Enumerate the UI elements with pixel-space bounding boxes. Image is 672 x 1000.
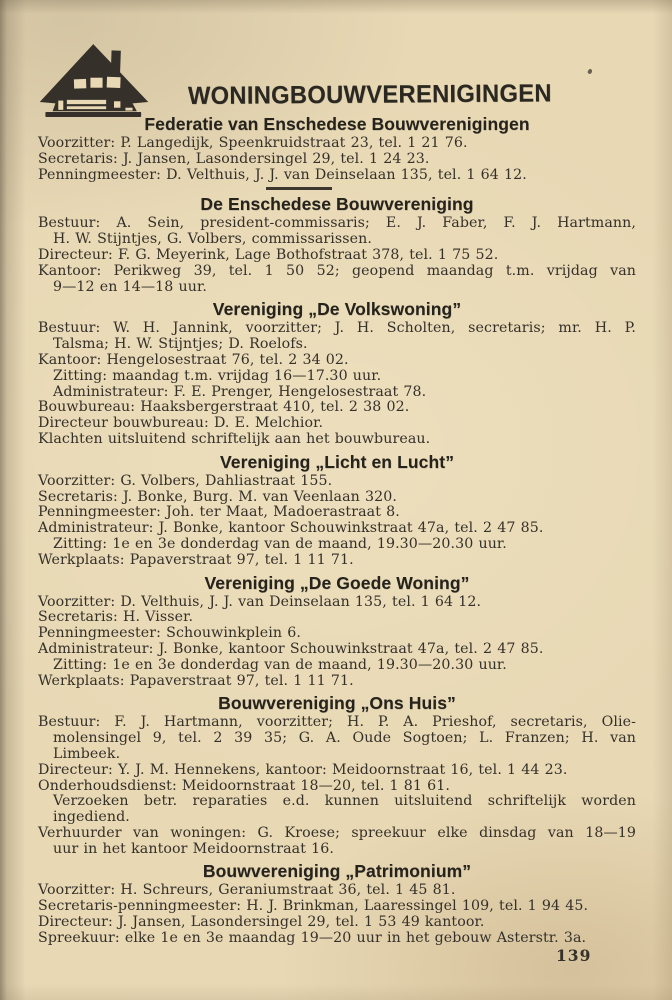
entry-line: Administrateur: J. Bonke, kantoor Schouwinkstraat 47a, tel. 2 47 85. [38,640,544,657]
section-heading: Vereniging „De Goede Woning” [204,572,470,593]
entry-line: Directeur: F. G. Meyerink, Lage Bothofstraat 378, tel. 1 75 52. [38,246,499,263]
entry-line: ingediend. [53,809,130,826]
entry-line: H. W. Stijntjes, G. Volbers, commissarissen. [53,231,373,248]
entry-line: Voorzitter: P. Langedijk, Speenkruidstraat 23, tel. 1 21 76. [38,135,468,151]
entry-line: Zitting: 1e en 3e donderdag van de maand, 19.30—20.30 uur. [53,535,507,552]
entry-line: Administrateur: J. Bonke, kantoor Schouwinkstraat 47a, tel. 2 47 85. [38,520,544,537]
section-heading: Federatie van Enschedese Bouwverenigingen [144,114,530,134]
directory-sections [0,115,672,947]
page-title: WONINGBOUWVERENIGINGEN [187,79,552,111]
section-heading: Bouwvereniging „Patrimonium” [202,861,472,882]
entry-line: uur in het kantoor Meidoornstraat 16. [53,840,334,857]
entry-line: Zitting: 1e en 3e donderdag van de maand, 19.30—20.30 uur. [53,656,507,673]
entry-line: Bestuur: A. Sein, president-commissaris; E. J. Faber, F. J. Hartmann, [38,215,636,232]
section-heading: De Enschedese Bouwvereniging [200,194,474,215]
entry-line: molensingel 9, tel. 2 39 35; G. A. Oude Sogtoen; L. Franzen; H. van [53,730,636,747]
entry-line: Bestuur: F. J. Hartmann, voorzitter; H. P. A. Prieshof, secretaris, Olie- [38,714,636,731]
section-heading: Bouwvereniging „Ons Huis” [218,693,456,714]
entry-line: Penningmeester: D. Velthuis, J. J. van Deinselaan 135, tel. 1 64 12. [38,166,527,183]
entry-line: Zitting: maandag t.m. vrijdag 16—17.30 uur. [53,367,382,384]
entry-line: Secretaris: H. Visser. [38,609,194,626]
entry-line: Verhuurder van woningen: G. Kroese; spreekuur elke dinsdag van 18—19 [38,824,636,841]
entry-line: Verzoeken betr. reparaties e.d. kunnen uitsluitend schriftelijk worden [53,793,636,810]
entry-line: Directeur: Y. J. M. Hennekens, kantoor: Meidoornstraat 16, tel. 1 44 23. [38,761,568,778]
section-heading: Vereniging „Licht en Lucht” [219,451,455,472]
entry-line: Werkplaats: Papaverstraat 97, tel. 1 11 71. [38,672,354,689]
entry-line: Spreekuur: elke 1e en 3e maandag 19—20 uur in het gebouw Asterstr. 3a. [38,929,587,946]
entry-line: Directeur: J. Jansen, Lasondersingel 29, tel. 1 53 49 kantoor. [38,914,485,931]
entry-line: Bouwbureau: Haaksbergerstraat 410, tel. 2 38 02. [38,399,410,416]
entry-line: Klachten uitsluitend schriftelijk aan het bouwbureau. [38,430,431,447]
entry-line: Secretaris: J. Jansen, Lasondersingel 29, tel. 1 24 23. [38,150,430,167]
entry-line: Voorzitter: D. Velthuis, J. J. van Deinselaan 135, tel. 1 64 12. [38,593,482,610]
entry-line: Voorzitter: G. Volbers, Dahliastraat 155. [38,472,333,489]
entry-line: Onderhoudsdienst: Meidoornstraat 18—20, tel. 1 81 61. [38,777,450,794]
entry-line: Kantoor: Hengelosestraat 76, tel. 2 34 02. [38,351,349,368]
page-number: 139 [556,946,592,965]
house-icon [36,42,152,122]
page-header [0,0,672,115]
entry-line: Administrateur: F. E. Prenger, Hengelosestraat 78. [53,383,427,400]
section-divider [266,187,332,190]
entry-line: 9—12 en 14—18 uur. [53,278,207,295]
entry-line: Penningmeester: Schouwinkplein 6. [38,625,301,642]
entry-line: Secretaris: J. Bonke, Burg. M. van Veenlaan 320. [38,488,397,505]
entry-line: Penningmeester: Joh. ter Maat, Madoerastraat 8. [38,504,400,521]
entry-line: Bestuur: W. H. Jannink, voorzitter; J. H. Scholten, secretaris; mr. H. P. [38,320,636,337]
entry-line: Voorzitter: H. Schreurs, Geraniumstraat 36, tel. 1 45 81. [38,882,456,899]
entry-line: Directeur bouwbureau: D. E. Melchior. [38,415,324,432]
entry-line: Secretaris-penningmeester: H. J. Brinkman, Laaressingel 109, tel. 1 94 45. [38,898,589,915]
section-heading: Vereniging „De Volkswoning” [212,299,462,320]
entry-line: Limbeek. [53,745,121,762]
entry-line: Talsma; H. W. Stijntjes; D. Roelofs. [53,336,308,353]
entry-line: Kantoor: Perikweg 39, tel. 1 50 52; geopend maandag t.m. vrijdag van [38,262,636,279]
ink-speck [587,68,593,74]
entry-line: Werkplaats: Papaverstraat 97, tel. 1 11 71. [38,551,354,568]
